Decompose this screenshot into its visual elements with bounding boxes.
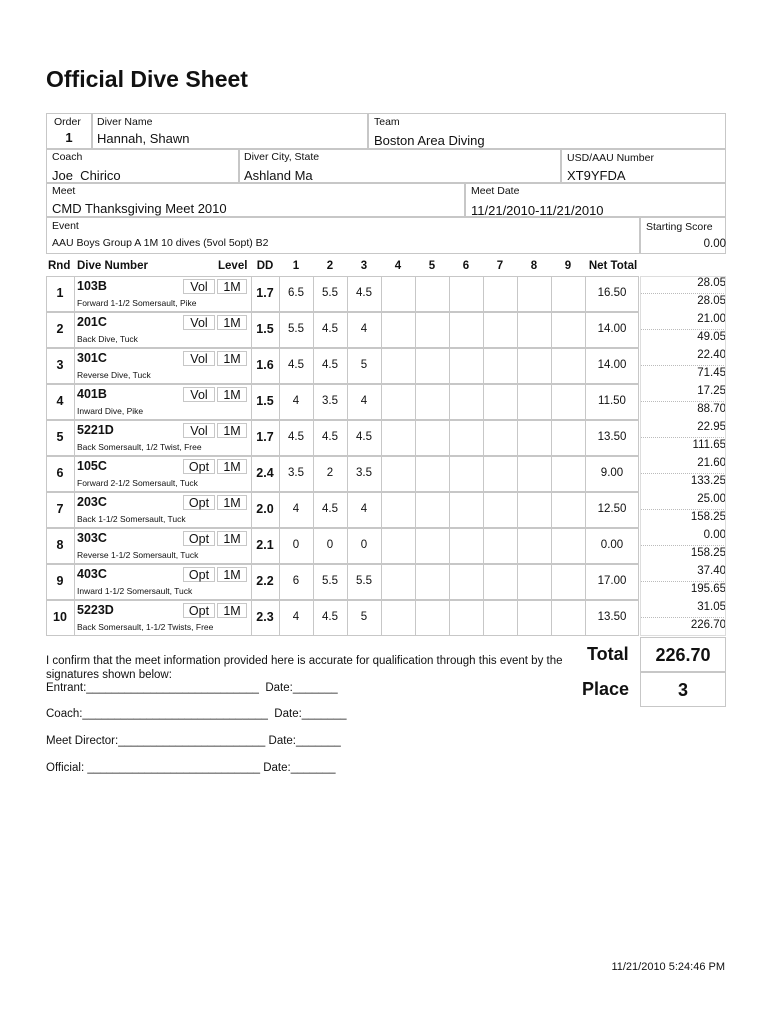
dive-type: Vol: [183, 279, 215, 294]
judge-3-score: 3.5: [356, 467, 372, 479]
judge-5-cell: [415, 384, 450, 420]
diver-name-value: Hannah, Shawn: [97, 131, 190, 146]
header-rnd: Rnd: [48, 260, 71, 272]
judge-8-cell: [517, 528, 552, 564]
dive-type: Opt: [183, 567, 215, 582]
judge-1-score: 5.5: [288, 323, 304, 335]
dive-level: 1M: [217, 315, 247, 330]
round-number: 8: [56, 538, 64, 552]
dive-points: 28.05: [641, 277, 726, 294]
judge-4-cell: [381, 276, 416, 312]
running-total: 226.70: [690, 619, 726, 631]
confirmation-text: I confirm that the meet information provided here is accurate for qualification through this event by the signatures shown below:: [46, 654, 563, 681]
judge-7-cell: [483, 348, 518, 384]
judge-7-cell: [483, 528, 518, 564]
judge-3-score: 4: [360, 323, 368, 335]
judge-4-cell: [381, 348, 416, 384]
header-judge-2: 2: [326, 260, 334, 272]
running-total: 133.25: [690, 475, 726, 487]
judge-6-cell: [449, 492, 484, 528]
round-number: 4: [56, 394, 64, 408]
net-total: 9.00: [600, 467, 624, 479]
judge-4-cell: [381, 528, 416, 564]
dive-points: 22.95: [641, 421, 726, 438]
meet-label: Meet: [52, 185, 76, 197]
header-judge-1: 1: [292, 260, 300, 272]
net-total: 13.50: [597, 611, 627, 623]
header-judge-6: 6: [462, 260, 470, 272]
dive-description: Reverse Dive, Tuck: [77, 370, 151, 380]
dive-row: [46, 348, 639, 384]
dive-level: 1M: [217, 531, 247, 546]
degree-of-difficulty: 2.4: [256, 466, 274, 480]
running-total: 195.65: [690, 583, 726, 595]
event-label: Event: [52, 220, 79, 232]
judge-4-cell: [381, 492, 416, 528]
round-number: 10: [53, 610, 67, 624]
dive-level: 1M: [217, 495, 247, 510]
judge-8-cell: [517, 492, 552, 528]
place-label: Place: [582, 679, 630, 699]
dive-level: 1M: [217, 567, 247, 582]
dive-level: 1M: [217, 351, 247, 366]
net-total: 13.50: [597, 431, 627, 443]
total-value: 226.70: [655, 645, 711, 665]
event-value: AAU Boys Group A 1M 10 dives (5vol 5opt) B2: [52, 237, 269, 249]
dive-points: 22.40: [641, 349, 726, 366]
judge-6-cell: [449, 564, 484, 600]
official-signature-line: Official: ___________________________ Date:_______: [46, 762, 336, 774]
dive-description: Back Somersault, 1-1/2 Twists, Free: [77, 622, 214, 632]
dive-row: [46, 312, 639, 348]
judge-8-cell: [517, 312, 552, 348]
round-number: 3: [56, 358, 64, 372]
running-total: 28.05: [697, 295, 726, 307]
judge-9-cell: [551, 384, 586, 420]
header-net-total: Net Total: [588, 260, 638, 272]
running-total: 71.45: [697, 367, 726, 379]
judge-2-score: 3.5: [322, 395, 338, 407]
round-number: 2: [56, 322, 64, 336]
judge-3-score: 5: [360, 359, 368, 371]
header-dive-number: Dive Number: [77, 260, 148, 272]
dive-row: [46, 384, 639, 420]
judge-3-score: 4: [360, 395, 368, 407]
judge-8-cell: [517, 564, 552, 600]
round-number: 1: [56, 286, 64, 300]
judge-2-score: 4.5: [322, 431, 338, 443]
judge-5-cell: [415, 528, 450, 564]
entrant-signature-line: Entrant:___________________________ Date:_______: [46, 682, 338, 694]
judge-7-cell: [483, 456, 518, 492]
coach-value: Joe Chirico: [52, 168, 121, 183]
dive-description: Back 1-1/2 Somersault, Tuck: [77, 514, 186, 524]
judge-3-score: 4.5: [356, 287, 372, 299]
dive-type: Opt: [183, 531, 215, 546]
judge-5-cell: [415, 564, 450, 600]
dive-code: 103B: [77, 279, 107, 293]
judge-9-cell: [551, 600, 586, 636]
round-number: 5: [56, 430, 64, 444]
judge-5-cell: [415, 420, 450, 456]
starting-score-value: 0.00: [703, 238, 726, 250]
degree-of-difficulty: 1.5: [256, 322, 274, 336]
dive-description: Forward 2-1/2 Somersault, Tuck: [77, 478, 198, 488]
dive-description: Reverse 1-1/2 Somersault, Tuck: [77, 550, 199, 560]
header-judge-9: 9: [564, 260, 572, 272]
judge-5-cell: [415, 348, 450, 384]
meet-director-signature-line: Meet Director:_______________________ Date:_______: [46, 735, 341, 747]
dive-code: 201C: [77, 315, 107, 329]
judge-6-cell: [449, 276, 484, 312]
dive-type: Opt: [183, 459, 215, 474]
judge-8-cell: [517, 276, 552, 312]
judge-1-score: 6.5: [288, 287, 304, 299]
dive-level: 1M: [217, 387, 247, 402]
meet-value: CMD Thanksgiving Meet 2010: [52, 201, 227, 216]
judge-8-cell: [517, 456, 552, 492]
page-title: Official Dive Sheet: [46, 66, 248, 92]
judge-3-score: 4: [360, 503, 368, 515]
judge-7-cell: [483, 312, 518, 348]
dive-level: 1M: [217, 423, 247, 438]
dive-row: [46, 492, 639, 528]
net-total: 14.00: [597, 323, 627, 335]
dive-type: Vol: [183, 351, 215, 366]
judge-4-cell: [381, 384, 416, 420]
running-total: 88.70: [697, 403, 726, 415]
judge-2-score: 4.5: [322, 359, 338, 371]
judge-1-score: 4: [292, 395, 300, 407]
running-total: 111.65: [692, 439, 726, 451]
judge-4-cell: [381, 420, 416, 456]
judge-6-cell: [449, 456, 484, 492]
dive-description: Back Dive, Tuck: [77, 334, 138, 344]
judge-8-cell: [517, 384, 552, 420]
dive-description: Inward 1-1/2 Somersault, Tuck: [77, 586, 193, 596]
dive-points: 31.05: [641, 601, 726, 618]
judge-4-cell: [381, 600, 416, 636]
judge-5-cell: [415, 276, 450, 312]
dive-row: [46, 600, 639, 636]
judge-2-score: 5.5: [322, 287, 338, 299]
degree-of-difficulty: 2.1: [256, 538, 274, 552]
judge-5-cell: [415, 456, 450, 492]
judge-7-cell: [483, 492, 518, 528]
dive-type: Vol: [183, 423, 215, 438]
dive-type: Vol: [183, 387, 215, 402]
order-label: Order: [54, 116, 81, 128]
dive-code: 105C: [77, 459, 107, 473]
degree-of-difficulty: 1.6: [256, 358, 274, 372]
print-timestamp: 11/21/2010 5:24:46 PM: [611, 961, 725, 973]
judge-4-cell: [381, 456, 416, 492]
dive-row: [46, 420, 639, 456]
dive-type: Vol: [183, 315, 215, 330]
dive-code: 5221D: [77, 423, 114, 437]
judge-9-cell: [551, 528, 586, 564]
judge-6-cell: [449, 420, 484, 456]
dive-points: 17.25: [641, 385, 726, 402]
judge-2-score: 4.5: [322, 611, 338, 623]
team-value: Boston Area Diving: [374, 133, 485, 148]
running-total: 158.25: [690, 547, 726, 559]
header-judge-4: 4: [394, 260, 402, 272]
coach-signature-line: Coach:_____________________________ Date:_______: [46, 708, 347, 720]
header-level: Level: [218, 260, 248, 272]
net-total: 17.00: [597, 575, 627, 587]
diver-city-value: Ashland Ma: [244, 168, 313, 183]
total-label: Total: [587, 644, 629, 664]
judge-1-score: 0: [292, 539, 300, 551]
judge-9-cell: [551, 420, 586, 456]
judge-3-score: 5.5: [356, 575, 372, 587]
net-total: 12.50: [597, 503, 627, 515]
dive-row: [46, 564, 639, 600]
judge-6-cell: [449, 312, 484, 348]
judge-2-score: 0: [326, 539, 334, 551]
degree-of-difficulty: 1.5: [256, 394, 274, 408]
judge-3-score: 5: [360, 611, 368, 623]
dive-code: 401B: [77, 387, 107, 401]
judge-2-score: 2: [326, 467, 334, 479]
header-judge-8: 8: [530, 260, 538, 272]
judge-1-score: 4: [292, 503, 300, 515]
dive-description: Forward 1-1/2 Somersault, Pike: [77, 298, 197, 308]
judge-3-score: 4.5: [356, 431, 372, 443]
judge-9-cell: [551, 312, 586, 348]
judge-6-cell: [449, 384, 484, 420]
net-total: 0.00: [600, 539, 624, 551]
dive-points: 21.00: [641, 313, 726, 330]
diver-name-label: Diver Name: [97, 116, 153, 128]
header-judge-7: 7: [496, 260, 504, 272]
net-total: 11.50: [598, 395, 626, 407]
meet-date-label: Meet Date: [471, 185, 520, 197]
dive-points: 37.40: [641, 565, 726, 582]
dive-description: Inward Dive, Pike: [77, 406, 144, 416]
round-number: 9: [56, 574, 64, 588]
judge-1-score: 6: [292, 575, 300, 587]
dive-points: 21.60: [641, 457, 726, 474]
dive-code: 5223D: [77, 603, 114, 617]
judge-6-cell: [449, 528, 484, 564]
running-total: 49.05: [697, 331, 726, 343]
judge-5-cell: [415, 600, 450, 636]
dive-row: [46, 456, 639, 492]
dive-level: 1M: [217, 279, 247, 294]
place-value: 3: [677, 680, 688, 700]
net-total: 14.00: [597, 359, 627, 371]
dive-points: 25.00: [641, 493, 726, 510]
team-label: Team: [374, 116, 400, 128]
degree-of-difficulty: 1.7: [256, 286, 274, 300]
judge-9-cell: [551, 276, 586, 312]
degree-of-difficulty: 2.0: [256, 502, 274, 516]
net-total: 16.50: [597, 287, 627, 299]
judge-9-cell: [551, 456, 586, 492]
judge-6-cell: [449, 600, 484, 636]
judge-2-score: 4.5: [322, 323, 338, 335]
dive-type: Opt: [183, 603, 215, 618]
meet-date-value: 11/21/2010-11/21/2010: [471, 203, 604, 218]
judge-8-cell: [517, 420, 552, 456]
judge-3-score: 0: [360, 539, 368, 551]
judge-5-cell: [415, 492, 450, 528]
coach-label: Coach: [52, 151, 83, 163]
judge-1-score: 4: [292, 611, 300, 623]
judge-1-score: 4.5: [288, 359, 304, 371]
dive-level: 1M: [217, 603, 247, 618]
judge-2-score: 4.5: [322, 503, 338, 515]
dive-points: 0.00: [641, 529, 726, 546]
judge-5-cell: [415, 312, 450, 348]
judge-4-cell: [381, 312, 416, 348]
judge-8-cell: [517, 348, 552, 384]
round-number: 7: [56, 502, 64, 516]
usd-aau-value: XT9YFDA: [567, 168, 626, 183]
degree-of-difficulty: 1.7: [256, 430, 274, 444]
judge-8-cell: [517, 600, 552, 636]
judge-7-cell: [483, 276, 518, 312]
starting-score-label: Starting Score: [646, 221, 713, 233]
judge-1-score: 4.5: [288, 431, 304, 443]
header-judge-5: 5: [428, 260, 436, 272]
round-number: 6: [56, 466, 64, 480]
dive-code: 203C: [77, 495, 107, 509]
dive-description: Back Somersault, 1/2 Twist, Free: [77, 442, 202, 452]
running-total: 158.25: [690, 511, 726, 523]
dive-row: [46, 276, 639, 312]
judge-1-score: 3.5: [288, 467, 304, 479]
judge-2-score: 5.5: [322, 575, 338, 587]
header-judge-3: 3: [360, 260, 368, 272]
judge-7-cell: [483, 384, 518, 420]
judge-7-cell: [483, 600, 518, 636]
judge-9-cell: [551, 492, 586, 528]
dive-code: 403C: [77, 567, 107, 581]
dive-code: 303C: [77, 531, 107, 545]
order-value: 1: [65, 130, 73, 145]
judge-9-cell: [551, 564, 586, 600]
dive-row: [46, 528, 639, 564]
judge-7-cell: [483, 564, 518, 600]
degree-of-difficulty: 2.3: [256, 610, 274, 624]
dive-level: 1M: [217, 459, 247, 474]
judge-7-cell: [483, 420, 518, 456]
usd-aau-label: USD/AAU Number: [567, 152, 654, 164]
degree-of-difficulty: 2.2: [256, 574, 274, 588]
dive-code: 301C: [77, 351, 107, 365]
diver-city-label: Diver City, State: [244, 151, 320, 163]
judge-9-cell: [551, 348, 586, 384]
dive-type: Opt: [183, 495, 215, 510]
judge-6-cell: [449, 348, 484, 384]
running-total-column: [640, 276, 726, 636]
judge-4-cell: [381, 564, 416, 600]
header-dd: DD: [256, 260, 274, 272]
